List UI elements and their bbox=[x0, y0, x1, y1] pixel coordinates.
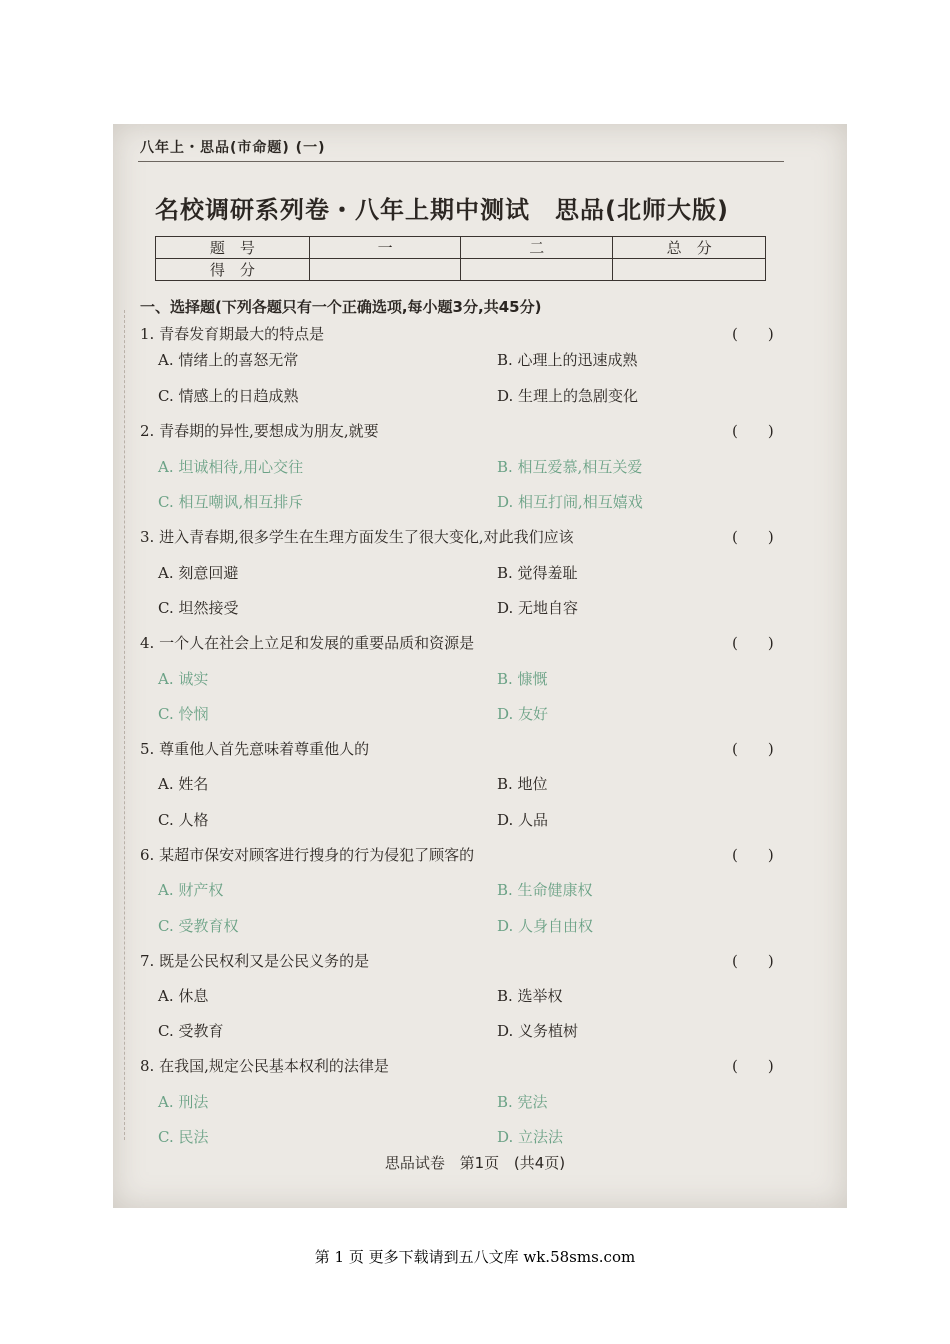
option-d: D. 立法法 bbox=[497, 1128, 564, 1146]
score-input-total bbox=[613, 259, 766, 281]
option-d: D. 友好 bbox=[497, 705, 549, 723]
option-d: D. 相互打闹,相互嬉戏 bbox=[497, 493, 643, 511]
question-2: 2. 青春期的异性,要想成为朋友,就要 bbox=[140, 422, 379, 440]
question-4: 4. 一个人在社会上立足和发展的重要品质和资源是 bbox=[140, 634, 475, 652]
option-c: C. 坦然接受 bbox=[158, 599, 239, 617]
option-a: A. 诚实 bbox=[158, 670, 209, 688]
question-7: 7. 既是公民权利又是公民义务的是 bbox=[140, 952, 370, 970]
question-1: 1. 青春发育期最大的特点是 bbox=[140, 325, 325, 343]
score-cell-label: 题 号 bbox=[156, 237, 310, 259]
answer-bracket: ( ) bbox=[732, 634, 774, 652]
question-8: 8. 在我国,规定公民基本权利的法律是 bbox=[140, 1057, 389, 1075]
option-c: C. 怜悯 bbox=[158, 705, 209, 723]
option-a: A. 姓名 bbox=[158, 775, 209, 793]
option-c: C. 情感上的日趋成熟 bbox=[158, 387, 299, 405]
scanned-exam-paper bbox=[113, 124, 847, 1208]
option-a: A. 情绪上的喜怒无常 bbox=[158, 351, 299, 369]
option-b: B. 相互爱慕,相互关爱 bbox=[497, 458, 643, 476]
option-b: B. 地位 bbox=[497, 775, 548, 793]
page-footer: 思品试卷 第1页 (共4页) bbox=[384, 1154, 566, 1172]
question-3: 3. 进入青春期,很多学生在生理方面发生了很大变化,对此我们应该 bbox=[140, 528, 574, 546]
score-cell-part1: 一 bbox=[309, 237, 461, 259]
score-row-label: 得 分 bbox=[156, 259, 310, 281]
option-a: A. 休息 bbox=[158, 987, 209, 1005]
section-title: 一、选择题(下列各题只有一个正确选项,每小题3分,共45分) bbox=[140, 298, 542, 316]
option-b: B. 选举权 bbox=[497, 987, 563, 1005]
option-c: C. 人格 bbox=[158, 811, 209, 829]
answer-bracket: ( ) bbox=[732, 422, 774, 440]
score-table-header-row bbox=[156, 237, 766, 259]
option-d: D. 义务植树 bbox=[497, 1022, 579, 1040]
answer-bracket: ( ) bbox=[732, 740, 774, 758]
download-note: 第 1 页 更多下载请到五八文库 wk.58sms.com bbox=[314, 1248, 636, 1266]
option-a: A. 财产权 bbox=[158, 881, 224, 899]
score-cell-total: 总 分 bbox=[613, 237, 766, 259]
option-b: B. 觉得羞耻 bbox=[497, 564, 578, 582]
option-b: B. 生命健康权 bbox=[497, 881, 593, 899]
option-d: D. 无地自容 bbox=[497, 599, 579, 617]
exam-title: 名校调研系列卷・八年上期中测试 思品(北师大版) bbox=[155, 196, 729, 224]
answer-bracket: ( ) bbox=[732, 952, 774, 970]
score-input-part2 bbox=[461, 259, 613, 281]
question-6: 6. 某超市保安对顾客进行搜身的行为侵犯了顾客的 bbox=[140, 846, 475, 864]
option-d: D. 生理上的急剧变化 bbox=[497, 387, 639, 405]
option-b: B. 心理上的迅速成熟 bbox=[497, 351, 638, 369]
answer-bracket: ( ) bbox=[732, 846, 774, 864]
option-a: A. 刑法 bbox=[158, 1093, 209, 1111]
option-d: D. 人身自由权 bbox=[497, 917, 594, 935]
option-a: A. 坦诚相待,用心交往 bbox=[158, 458, 304, 476]
option-c: C. 民法 bbox=[158, 1128, 209, 1146]
header-divider bbox=[138, 161, 784, 162]
binding-line bbox=[124, 310, 126, 1140]
answer-bracket: ( ) bbox=[732, 325, 774, 343]
answer-bracket: ( ) bbox=[732, 1057, 774, 1075]
option-b: B. 宪法 bbox=[497, 1093, 548, 1111]
option-c: C. 受教育权 bbox=[158, 917, 239, 935]
paper-header: 八年上・思品(市命题) (一) bbox=[140, 140, 326, 156]
option-c: C. 相互嘲讽,相互排斥 bbox=[158, 493, 304, 511]
answer-bracket: ( ) bbox=[732, 528, 774, 546]
score-cell-part2: 二 bbox=[461, 237, 613, 259]
option-c: C. 受教育 bbox=[158, 1022, 224, 1040]
score-table-score-row bbox=[156, 259, 766, 281]
option-b: B. 慷慨 bbox=[497, 670, 548, 688]
option-a: A. 刻意回避 bbox=[158, 564, 239, 582]
question-5: 5. 尊重他人首先意味着尊重他人的 bbox=[140, 740, 370, 758]
score-table bbox=[155, 236, 766, 281]
option-d: D. 人品 bbox=[497, 811, 549, 829]
score-input-part1 bbox=[309, 259, 461, 281]
